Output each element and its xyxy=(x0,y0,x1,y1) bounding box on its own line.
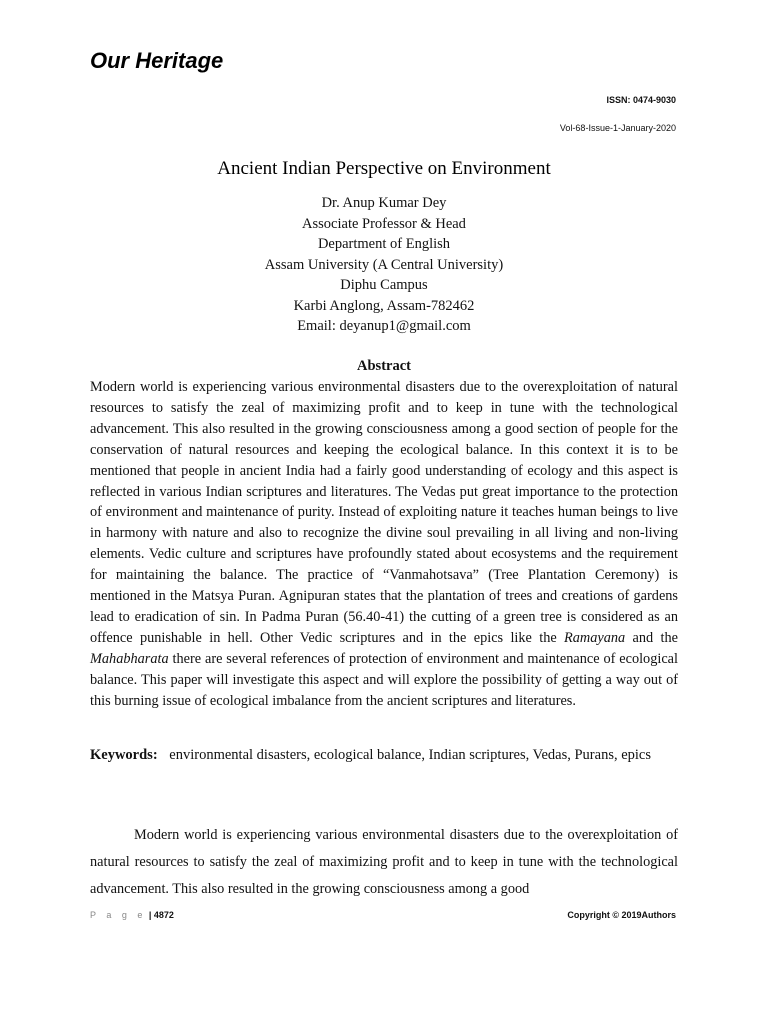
body-paragraph xyxy=(90,822,678,903)
ramayana-title: Ramayana xyxy=(564,629,626,646)
abstract-text xyxy=(90,377,678,712)
paper-title: Ancient Indian Perspective on Environment xyxy=(217,157,551,179)
issn: ISSN: 0474-9030 xyxy=(606,95,676,105)
journal-name: Our Heritage xyxy=(90,48,224,73)
abstract-connector: and the xyxy=(625,629,678,646)
mahabharata-title: Mahabharata xyxy=(90,650,169,667)
abstract-part-1: Modern world is experiencing various environmental disasters due to the overexploitation of natural resources to satisfy the zeal of maximizing profit and to keep in tune with the technological advancement. This also resulted in the growing consciousness among a good section of people for the conservation of natural resources and keeping the ecological balance. In this context it is to be mentioned that people in ancient India had a fairly good understanding of ecology and this aspect is reflected in various Indian scriptures and literatures. The Vedas put great importance to the protection of environment and maintenance of purity. Instead of exploiting nature it teaches human beings to live in harmony with nature and also to recognize the divine soul prevailing in all living and non-living elements. Vedic culture and scriptures have profoundly stated about ecosystems and the requirement for maintaining the balance. The practice of “Vanmahotsava” (Tree Plantation Ceremony) is mentioned in the Matsya Puran. Agnipuran states that the plantation of trees and creations of gardens lead to eradication of sin. In Padma Puran (56.40-41) the cutting of a green tree is considered as an offence punishable in hell. Other Vedic scriptures and in the epics like the xyxy=(90,379,678,646)
keywords-text: environmental disasters, ecological balance, Indian scriptures, Vedas, Purans, epics xyxy=(169,747,652,763)
page-number: | 4872 xyxy=(148,910,174,920)
page-word: P a g e xyxy=(90,910,147,920)
author-position: Associate Professor & Head xyxy=(302,215,466,232)
author-name: Dr. Anup Kumar Dey xyxy=(321,195,447,211)
keywords xyxy=(90,747,690,764)
abstract-heading: Abstract xyxy=(357,358,411,374)
volume-issue: Vol-68-Issue-1-January-2020 xyxy=(559,123,676,133)
abstract-part-2: there are several references of protection of environment and maintenance of ecological balance. This paper will investigate this aspect and will explore the possibility of getting a way out of this burning issue of ecological imbalance from the ancient scriptures and literatures. xyxy=(90,650,678,709)
author-campus: Diphu Campus xyxy=(340,277,428,293)
author-department: Department of English xyxy=(317,236,451,252)
keywords-label: Keywords: xyxy=(90,747,158,763)
author-university: Assam University (A Central University) xyxy=(264,256,504,273)
body-paragraph-text: Modern world is experiencing various environmental disasters due to the overexploitation of natural resources to satisfy the zeal of maximizing profit and to keep in tune with the technological advancement. This also resulted in the growing consciousness among a good xyxy=(90,827,678,897)
author-block xyxy=(0,193,768,337)
author-email: Email: deyanup1@gmail.com xyxy=(297,318,471,334)
page-footer-number xyxy=(90,910,174,920)
author-address: Karbi Anglong, Assam-782462 xyxy=(293,297,475,314)
copyright: Copyright © 2019Authors xyxy=(567,910,676,920)
